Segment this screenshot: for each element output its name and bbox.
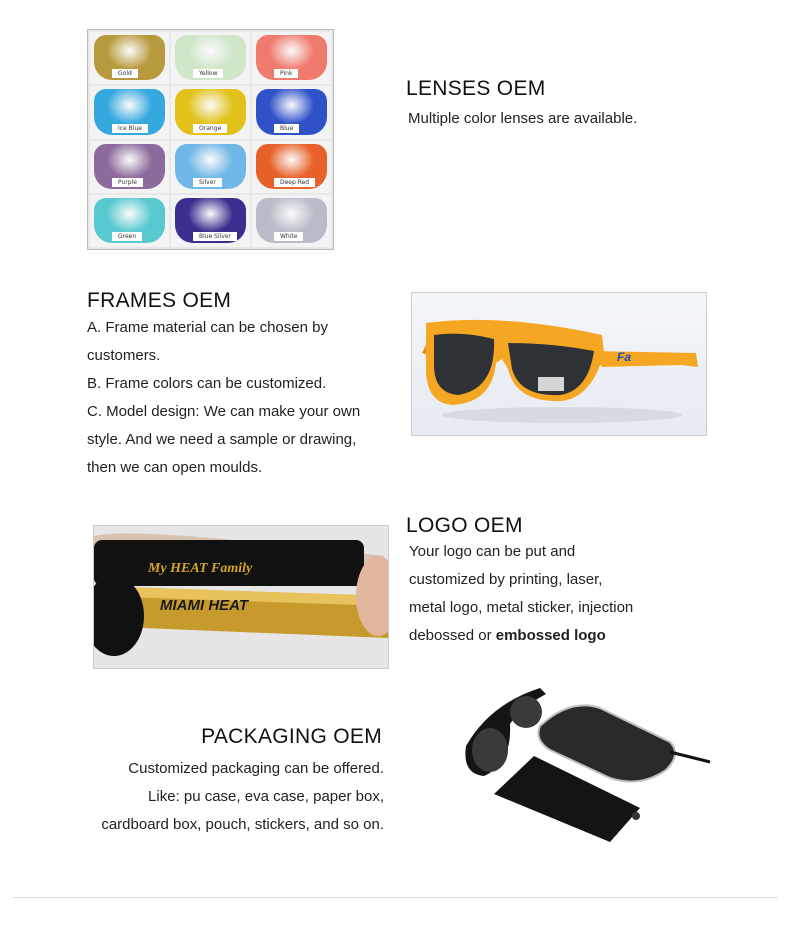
packaging-line: Customized packaging can be offered.: [128, 760, 384, 777]
logo-line: customized by printing, laser,: [409, 571, 603, 588]
lens-label: Silver: [193, 178, 222, 187]
packaging-line: cardboard box, pouch, stickers, and so on.: [101, 816, 384, 833]
frames-line: A. Frame material can be chosen by: [87, 319, 328, 336]
frames-title: FRAMES OEM: [87, 289, 232, 312]
lens-swatch: [252, 86, 331, 138]
lens-swatch: [90, 195, 169, 247]
lens-swatch: [90, 32, 169, 84]
frames-line: style. And we need a sample or drawing,: [87, 431, 357, 448]
logo-line-last: [409, 622, 699, 650]
miami-heat-logo-image: [93, 525, 389, 669]
packaging-line: Like: pu case, eva case, paper box,: [148, 788, 384, 805]
logo-description: [409, 538, 699, 650]
lens-label: Orange: [193, 124, 227, 133]
lens-label: Pink: [274, 69, 298, 78]
frames-line: B. Frame colors can be customized.: [87, 375, 327, 392]
lens-swatch: [171, 86, 250, 138]
lens-swatch: [90, 86, 169, 138]
bottom-divider: [12, 897, 778, 898]
lens-swatch: [252, 32, 331, 84]
lens-label: Green: [112, 232, 142, 241]
orange-sunglasses-image: [411, 292, 707, 436]
frames-description: [87, 314, 397, 482]
lens-label: Deep Red: [274, 178, 315, 187]
packaging-title: PACKAGING OEM: [201, 725, 382, 748]
lens-color-grid: [87, 29, 334, 250]
frames-line: then we can open moulds.: [87, 459, 263, 476]
frames-line: C. Model design: We can make your own: [87, 403, 361, 420]
lens-swatch: [171, 195, 250, 247]
lens-label: Blue: [274, 124, 299, 133]
lens-swatch: [252, 195, 331, 247]
lenses-title: LENSES OEM: [406, 77, 546, 100]
lens-label: Purple: [112, 178, 143, 187]
logo-plain-text: debossed or: [409, 627, 496, 644]
lens-swatch: [90, 141, 169, 193]
lens-label: Gold: [112, 69, 138, 78]
packaging-description: [54, 755, 384, 839]
lens-swatch: [171, 32, 250, 84]
lens-swatch: [252, 141, 331, 193]
packaging-image: [460, 684, 720, 844]
lenses-description: Multiple color lenses are available.: [408, 110, 638, 127]
lens-label: Yellow: [193, 69, 223, 78]
logo-line: Your logo can be put and: [409, 543, 576, 560]
logo-bold-text: embossed logo: [495, 627, 606, 644]
logo-print-bottom: MIAMI HEAT: [160, 597, 249, 614]
logo-title: LOGO OEM: [406, 514, 523, 537]
lens-swatch: [171, 141, 250, 193]
lens-label: Ice Blue: [112, 124, 148, 133]
lens-label: White: [274, 232, 303, 241]
logo-line: metal logo, metal sticker, injection: [409, 599, 634, 616]
lens-label: Blue Silver: [193, 232, 237, 241]
frames-line: customers.: [87, 347, 161, 364]
svg-text:Fa: Fa: [617, 350, 632, 364]
logo-print-top: My HEAT Family: [148, 561, 253, 576]
